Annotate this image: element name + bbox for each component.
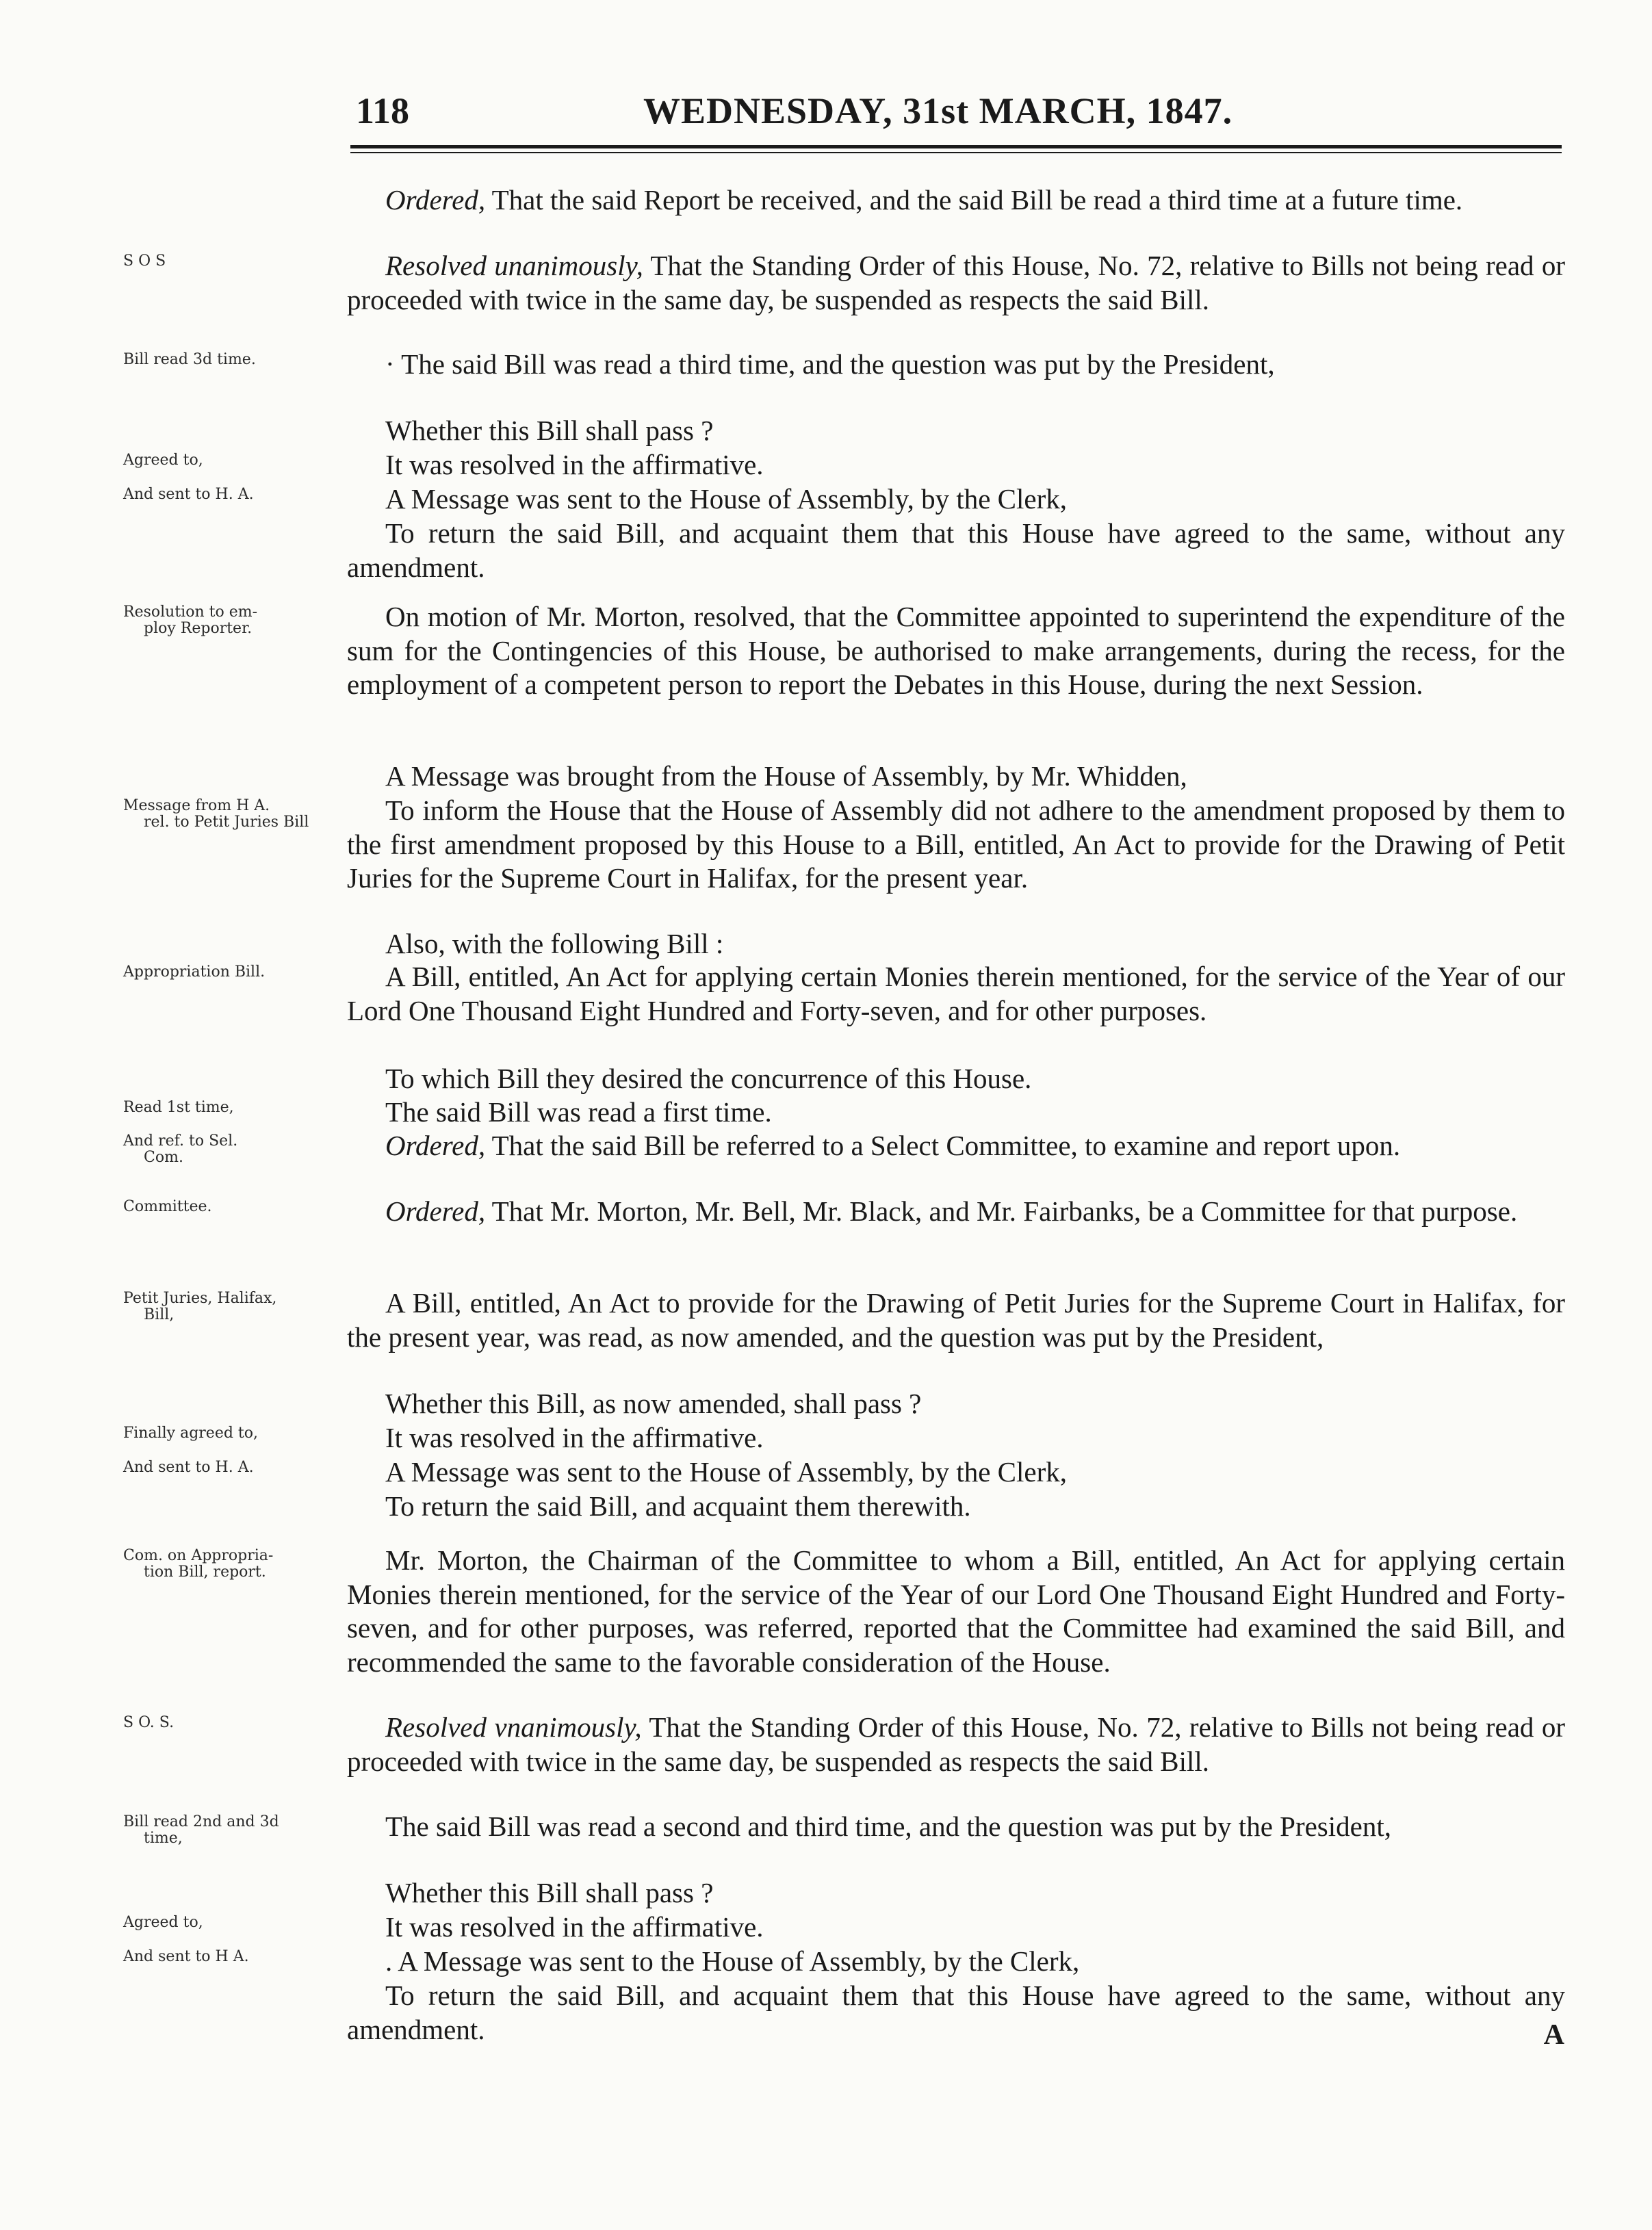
marginal-note-line: Read 1st time, xyxy=(123,1099,234,1116)
entry-body: That the said Bill be referred to a Select Committee, to examine and report upon. xyxy=(485,1130,1401,1161)
entry-text xyxy=(347,1945,1565,1979)
marginal-note xyxy=(123,1199,335,1215)
entry-body: It was resolved in the affirmative. xyxy=(385,449,764,480)
entry-body: A Message was sent to the House of Assembly, by the Clerk, xyxy=(385,483,1068,515)
entry-text xyxy=(347,1910,1565,1945)
entry-text xyxy=(347,1544,1565,1679)
entry-text xyxy=(347,249,1565,317)
marginal-note xyxy=(123,1715,335,1731)
marginal-note-line: Petit Juries, Halifax, xyxy=(123,1290,277,1307)
entry-body: A Bill, entitled, An Act for applying certain Monies therein mentioned, for the service of the Year of our Lord One Thousand Eight Hundred and Forty-seven, and for other purposes. xyxy=(347,961,1565,1026)
marginal-note xyxy=(123,487,335,503)
marginal-note xyxy=(123,452,335,469)
entry-body: To which Bill they desired the concurrence of this House. xyxy=(385,1063,1032,1094)
entry-body: That Mr. Morton, Mr. Bell, Mr. Black, and Mr. Fairbanks, be a Committee for that purpose. xyxy=(485,1195,1518,1227)
marginal-note-line: Agreed to, xyxy=(123,1914,203,1931)
marginal-note xyxy=(123,1548,335,1581)
entry-text xyxy=(347,1129,1565,1163)
entry-body: To return the said Bill, and acquaint them that this House have agreed to the same, without any amendment. xyxy=(347,517,1565,583)
entry-text xyxy=(347,1095,1565,1130)
entry-body: The said Bill was read a second and third time, and the question was put by the President, xyxy=(385,1811,1391,1842)
entry-body: A Bill, entitled, An Act to provide for the Drawing of Petit Juries for the Supreme Court in Halifax, for the present year, was read, as now amended, and the question was put by the President, xyxy=(347,1287,1565,1353)
marginal-note-continuation: time, xyxy=(144,1830,183,1847)
entry-body: Also, with the following Bill : xyxy=(385,928,724,959)
entry-text xyxy=(347,1421,1565,1455)
marginal-note-continuation: rel. to Petit Juries Bill xyxy=(144,814,309,831)
header-rule-thick xyxy=(350,145,1562,148)
marginal-note-line: Com. on Appropria- xyxy=(123,1547,274,1564)
entry-text xyxy=(347,1490,1565,1524)
marginal-note-line: Bill read 3d time. xyxy=(123,351,256,368)
marginal-note xyxy=(123,964,335,981)
catchword: A xyxy=(1543,2019,1564,2051)
entry-body: That the said Report be received, and the said Bill be read a third time at a future time. xyxy=(485,184,1463,216)
entry-text xyxy=(347,794,1565,896)
entry-lead-italic: Ordered, xyxy=(385,1195,486,1227)
entry-text xyxy=(347,414,1565,448)
marginal-note-line: And sent to H. A. xyxy=(123,1459,254,1476)
entry-text xyxy=(347,1979,1565,2047)
entry-body: To return the said Bill, and acquaint them therewith. xyxy=(385,1490,971,1522)
header-rule-thin xyxy=(350,152,1562,153)
marginal-note-continuation: Com. xyxy=(144,1149,183,1166)
entry-body: Whether this Bill shall pass ? xyxy=(385,1877,714,1908)
running-title: WEDNESDAY, 31st MARCH, 1847. xyxy=(643,90,1233,131)
entry-text xyxy=(347,600,1565,702)
marginal-note-continuation: tion Bill, report. xyxy=(144,1564,266,1581)
entry-text xyxy=(347,448,1565,482)
entry-text xyxy=(347,1195,1565,1229)
entry-text xyxy=(347,348,1565,382)
entry-body: That the Standing Order of this House, No. 72, relative to Bills not being read or proceeded with twice in the same day, be suspended as respects the said Bill. xyxy=(347,250,1565,315)
marginal-note-line: Committee. xyxy=(123,1198,212,1215)
entry-lead-italic: Ordered, xyxy=(385,184,486,216)
entry-body: It was resolved in the affirmative. xyxy=(385,1911,764,1943)
entry-text xyxy=(347,1062,1565,1096)
marginal-note xyxy=(123,253,335,270)
marginal-note-line: And ref. to Sel. xyxy=(123,1132,238,1150)
marginal-note-line: Message from H A. xyxy=(123,797,270,814)
entry-text xyxy=(347,960,1565,1028)
entry-body: . A Message was sent to the House of Assembly, by the Clerk, xyxy=(385,1945,1080,1977)
entry-lead-italic: Ordered, xyxy=(385,1130,486,1161)
entry-body: To return the said Bill, and acquaint them that this House have agreed to the same, without any amendment. xyxy=(347,1980,1565,2045)
marginal-note xyxy=(123,1460,335,1476)
marginal-note-line: S O. S. xyxy=(123,1714,175,1731)
marginal-note-line: Bill read 2nd and 3d xyxy=(123,1813,279,1830)
entry-text xyxy=(347,1876,1565,1910)
entry-body: To inform the House that the House of Assembly did not adhere to the amendment proposed by them to the first amendment proposed by this House to a Bill, entitled, An Act to provide for the Drawing of Petit Juries for the Supreme Court in Halifax, for the present year. xyxy=(347,794,1565,894)
entry-body: On motion of Mr. Morton, resolved, that the Committee appointed to superintend the expenditure of the sum for the Contingencies of this House, be authorised to make arrangements, during the recess, for the employment of a competent person to report the Debates in this House, during the next Session. xyxy=(347,601,1565,700)
marginal-note xyxy=(123,1425,335,1442)
entry-text xyxy=(347,1286,1565,1354)
marginal-note xyxy=(123,1100,335,1116)
page-header xyxy=(356,90,1273,138)
entry-body: It was resolved in the affirmative. xyxy=(385,1422,764,1453)
marginal-note xyxy=(123,1814,335,1847)
entry-body: Mr. Morton, the Chairman of the Committee to whom a Bill, entitled, An Act for applying certain Monies therein mentioned, for the service of the Year of our Lord One Thousand Eight Hundred and Forty-seven, and for other purposes, was referred, reported that the Committee had examined the said Bill, and recommended the same to the favorable consideration of the House. xyxy=(347,1544,1565,1678)
entry-text xyxy=(347,1810,1565,1844)
entry-lead-italic: Resolved unanimously, xyxy=(385,250,643,281)
entry-text xyxy=(347,183,1565,218)
entry-text xyxy=(347,482,1565,517)
marginal-note-line: S O S xyxy=(123,252,166,270)
marginal-note-line: Agreed to, xyxy=(123,452,203,469)
marginal-note xyxy=(123,604,335,637)
marginal-note xyxy=(123,1291,335,1323)
marginal-note-continuation: Bill, xyxy=(144,1306,175,1323)
entry-lead-italic: Resolved vnanimously, xyxy=(385,1711,642,1743)
marginal-note-line: Finally agreed to, xyxy=(123,1425,258,1442)
entry-text xyxy=(347,1455,1565,1490)
marginal-note xyxy=(123,1133,335,1166)
entry-body: Whether this Bill, as now amended, shall pass ? xyxy=(385,1388,922,1419)
marginal-note-continuation: ploy Reporter. xyxy=(144,620,253,637)
entry-text xyxy=(347,517,1565,584)
entry-body: A Message was sent to the House of Assembly, by the Clerk, xyxy=(385,1456,1068,1488)
marginal-note xyxy=(123,352,335,368)
marginal-note-line: Resolution to em- xyxy=(123,604,258,621)
page-number: 118 xyxy=(356,90,410,131)
marginal-note-line: Appropriation Bill. xyxy=(123,963,266,981)
marginal-note xyxy=(123,1949,335,1965)
marginal-note-line: And sent to H A. xyxy=(123,1948,249,1965)
entry-text xyxy=(347,1711,1565,1778)
marginal-note xyxy=(123,798,335,831)
entry-text xyxy=(347,760,1565,794)
entry-text xyxy=(347,1387,1565,1421)
entry-body: That the Standing Order of this House, No. 72, relative to Bills not being read or proceeded with twice in the same day, be suspended as respects the said Bill. xyxy=(347,1711,1565,1777)
entry-body: · The said Bill was read a third time, and the question was put by the President, xyxy=(385,348,1275,380)
entry-text xyxy=(347,927,1565,961)
marginal-note xyxy=(123,1915,335,1931)
entry-body: Whether this Bill shall pass ? xyxy=(385,415,714,446)
entry-body: The said Bill was read a first time. xyxy=(385,1096,772,1128)
entry-body: A Message was brought from the House of Assembly, by Mr. Whidden, xyxy=(385,760,1187,792)
marginal-note-line: And sent to H. A. xyxy=(123,486,254,503)
